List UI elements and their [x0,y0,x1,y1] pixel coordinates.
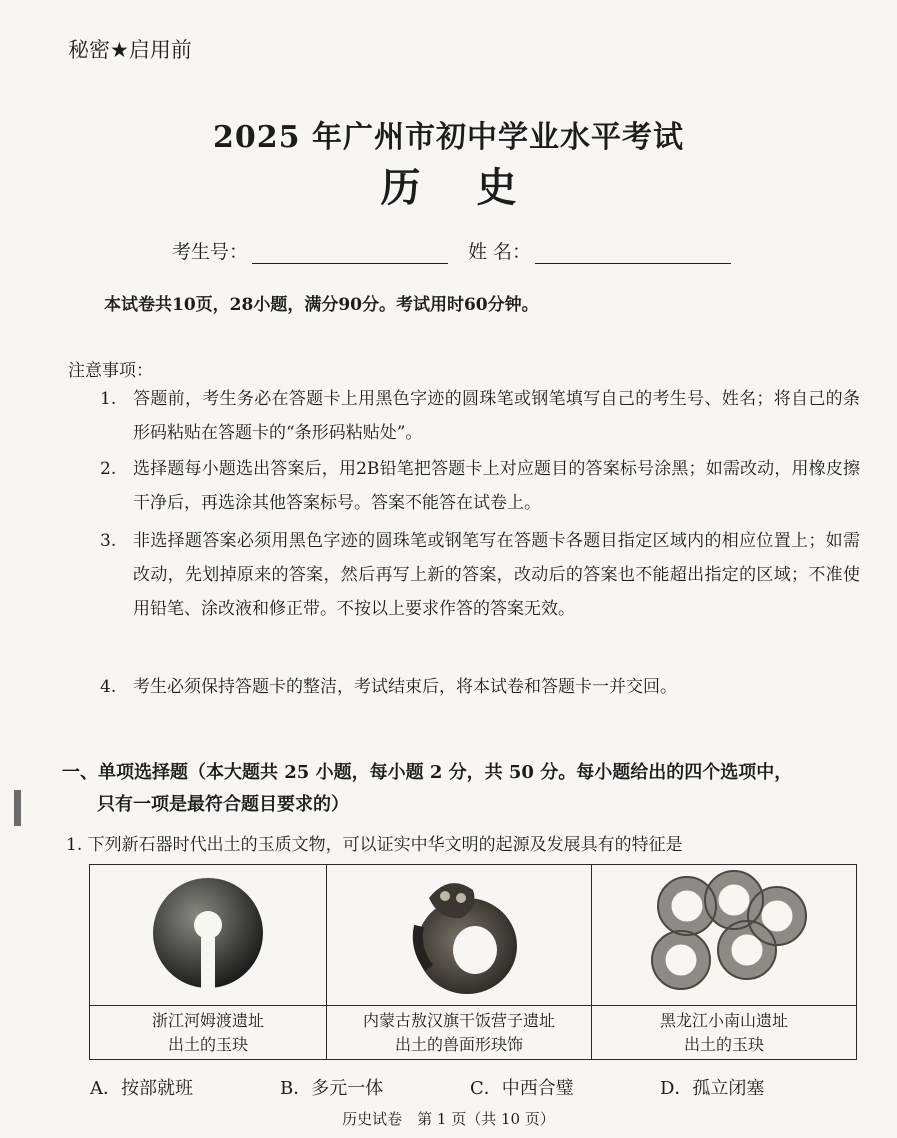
name-label: 姓 名： [468,241,532,263]
artifact-table [89,864,857,1060]
caption-line: 出土的玉玦 [167,1034,248,1054]
exam-info: 本试卷共10页，28小题，满分90分。考试用时60分钟。 [104,295,539,315]
notice-text: 非选择题答案必须用黑色字迹的圆珠笔或钢笔写在答题卡各题目指定区域内的相应位置上；如需改动，先划掉原来的答案，然后再写上新的答案，改动后的答案也不能超出指定的区域；不准使用铅笔、涂改液和修正带。不按以上要求作答的答案无效。 [133,531,860,619]
notice-title: 注意事项： [68,361,153,381]
notice-item [100,670,860,704]
notice-number: 4. [100,677,117,697]
caption-line: 内蒙古敖汉旗干饭营子遗址 [362,1010,555,1030]
caption-line: 出土的兽面形玦饰 [394,1034,523,1054]
jade-rings-icon [639,868,809,998]
question-stem: 1. 下列新石器时代出土的玉质文物，可以证实中华文明的起源及发展具有的特征是 [66,835,683,855]
artifact-image-cell [592,865,857,1006]
jade-jue-icon [148,873,268,993]
section-heading-line2: 只有一项是最符合题目要求的） [97,794,349,815]
candidate-fields [172,237,751,264]
artifact-caption [327,1006,592,1060]
caption-line: 浙江河姆渡遗址 [151,1010,264,1030]
notice-text: 答题前，考生务必在答题卡上用黑色字迹的圆珠笔或钢笔填写自己的考生号、姓名；将自己的条形码粘贴在答题卡的“条形码粘贴处”。 [133,389,860,443]
artifact-caption [592,1006,857,1060]
option-c[interactable]: C．中西合璧 [470,1078,574,1099]
scan-mark [14,790,21,826]
section-heading: 一、单项选择题（本大题共 25 小题，每小题 2 分，共 50 分。每小题给出的四个选项中， [62,762,793,783]
notice-item [100,524,860,626]
option-d[interactable]: D．孤立闭塞 [660,1078,765,1099]
artifact-image-cell [90,865,327,1006]
option-a[interactable]: A．按部就班 [90,1078,193,1099]
notice-number: 1. [100,389,117,409]
beast-face-jue-icon [389,868,529,998]
subject-title: 历史 [380,164,573,211]
artifact-caption [90,1006,327,1060]
name-field[interactable] [535,243,731,264]
candidate-no-field[interactable] [252,243,448,264]
notice-number: 3. [100,531,117,551]
artifact-image-cell [327,865,592,1006]
notice-number: 2. [100,459,117,479]
option-b[interactable]: B．多元一体 [280,1078,384,1099]
exam-title: 2025 年广州市初中学业水平考试 [213,120,684,155]
confidential-label: 秘密★启用前 [68,38,192,62]
candidate-no-label: 考生号： [172,241,249,263]
notice-text: 考生必须保持答题卡的整洁，考试结束后，将本试卷和答题卡一并交回。 [133,677,677,697]
notice-item [100,382,860,450]
answer-options [90,1074,850,1100]
page-footer: 历史试卷 第 1 页（共 10 页） [342,1110,555,1128]
caption-line: 出土的玉玦 [683,1034,764,1054]
caption-line: 黑龙江小南山遗址 [659,1010,788,1030]
notice-item [100,452,860,520]
notice-text: 选择题每小题选出答案后，用2B铅笔把答题卡上对应题目的答案标号涂黑；如需改动，用橡皮擦干净后，再选涂其他答案标号。答案不能答在试卷上。 [133,459,860,513]
